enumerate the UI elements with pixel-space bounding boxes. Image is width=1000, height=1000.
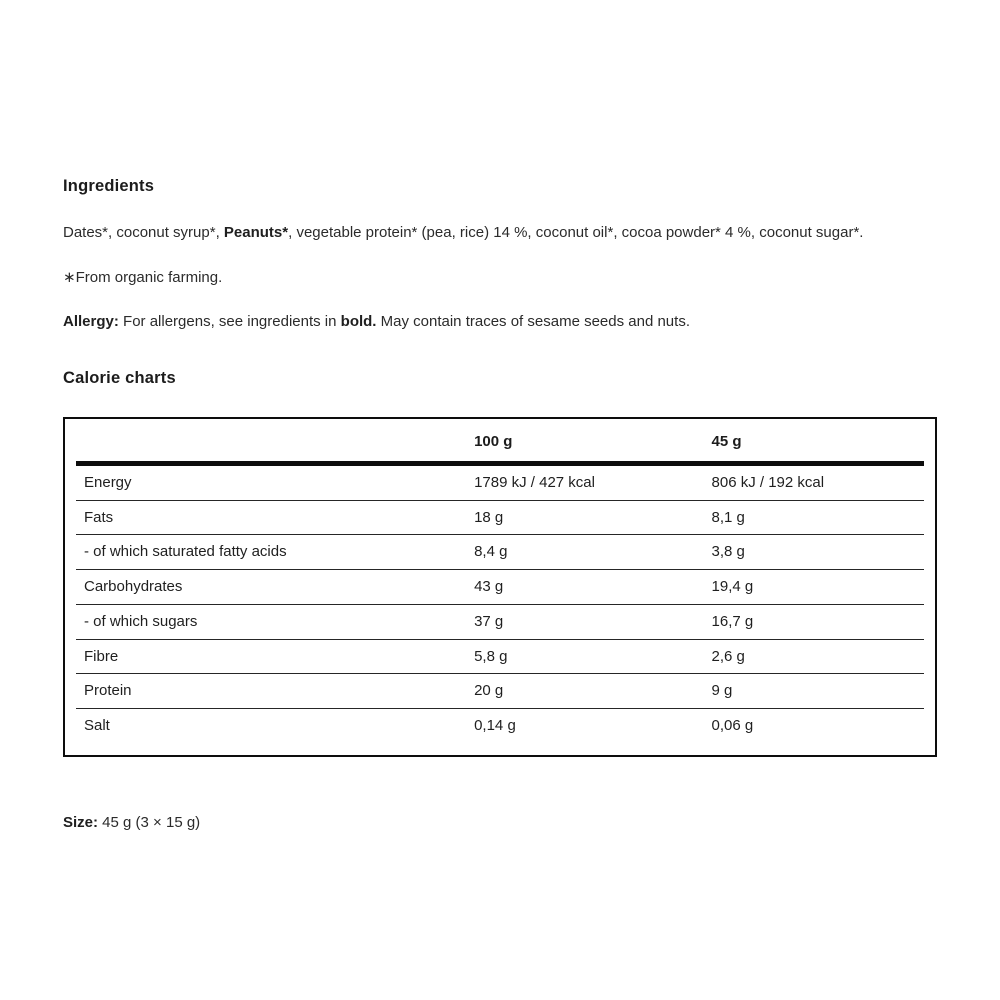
allergy-text-part: May contain traces of sesame seeds and nuts. [376,313,690,331]
nutrient-name: Protein [76,674,466,709]
column-header-45g: 45 g [704,419,924,464]
ingredients-text [63,222,937,244]
table-row [76,674,924,709]
allergy-text [63,311,937,333]
nutrient-value: 3,8 g [704,535,924,570]
table-row [76,604,924,639]
nutrient-value: 19,4 g [704,570,924,605]
nutrient-name: Fats [76,500,466,535]
nutrient-value: 5,8 g [466,639,703,674]
nutrient-value: 0,14 g [474,717,516,735]
nutrient-value: 9 g [704,674,924,709]
table-row [76,570,924,605]
ingredients-text-part: , vegetable protein* (pea, rice) 14 %, coconut oil*, cocoa powder* 4 %, coconut sugar*. [288,223,864,241]
organic-footnote: ∗From organic farming. [63,268,223,286]
size-label: Size: [63,813,99,831]
ingredients-allergen-bold: Peanuts* [223,223,289,241]
nutrition-table-grid [76,419,924,755]
table-row [76,709,924,755]
nutrient-value: 18 g [466,500,703,535]
size-text [63,812,937,834]
nutrient-name: Fibre [76,639,466,674]
size-value: 45 g (3 × 15 g) [98,813,201,831]
nutrient-value: 37 g [466,604,703,639]
nutrient-value: 806 kJ / 192 kcal [704,463,924,500]
nutrient-name: Carbohydrates [76,570,466,605]
nutrient-value: 0,06 g [711,717,754,735]
nutrient-name: - of which saturated fatty acids [76,535,466,570]
ingredients-heading: Ingredients [63,177,155,195]
nutrient-value: 2,6 g [704,639,924,674]
nutrient-name: Energy [76,463,466,500]
nutrient-value: 16,7 g [704,604,924,639]
allergy-bold-word: bold. [340,313,377,331]
header-row [76,419,924,464]
nutrition-table-body [76,463,924,755]
nutrient-value: 8,4 g [466,535,703,570]
allergy-text-part: For allergens, see ingredients in [118,313,341,331]
nutrient-name: - of which sugars [76,604,466,639]
table-row [76,535,924,570]
calorie-charts-heading: Calorie charts [63,369,176,388]
nutrient-name: Salt [84,717,110,735]
ingredients-text-part: Dates*, coconut syrup*, [63,223,224,241]
column-header-100g: 100 g [466,419,703,464]
table-row [76,500,924,535]
nutrient-value: 8,1 g [704,500,924,535]
allergy-label: Allergy: [63,313,119,331]
empty-header-cell [76,419,466,464]
nutrient-value: 1789 kJ / 427 kcal [466,463,703,500]
nutrition-table-header [76,419,924,464]
table-row [76,463,924,500]
nutrient-value: 43 g [466,570,703,605]
nutrient-value: 20 g [466,674,703,709]
nutrition-table [63,417,937,757]
table-row [76,639,924,674]
